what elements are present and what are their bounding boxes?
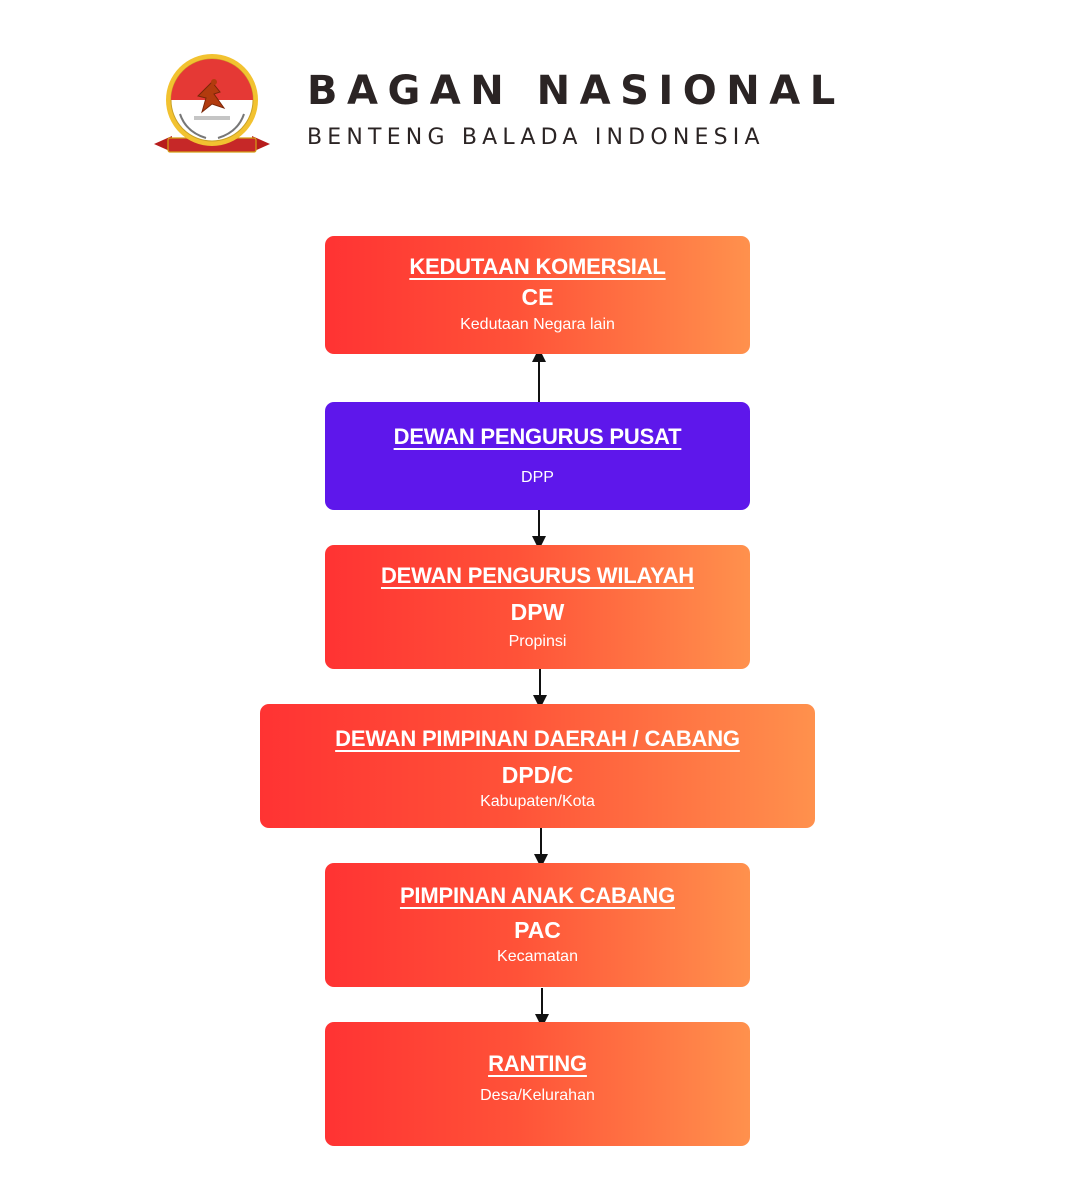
node-dewan-pimpinan-daerah-cabang [260,704,815,828]
page-title: BAGAN NASIONAL [307,68,845,114]
node-description: Kecamatan [497,948,578,965]
organization-logo [150,52,274,164]
node-description: Propinsi [508,633,567,650]
node-title: DEWAN PIMPINAN DAERAH / CABANG [335,726,740,751]
page-subtitle: BENTENG BALADA INDONESIA [307,125,765,150]
node-code: DPD/C [501,762,574,788]
node-code: DPW [510,599,565,625]
node-code: PAC [514,917,561,943]
node-dewan-pengurus-pusat [325,402,750,510]
node-description: Desa/Kelurahan [480,1087,595,1104]
node-description: Kabupaten/Kota [480,793,595,810]
node-ranting [325,1022,750,1146]
node-description: Kedutaan Negara lain [460,316,615,333]
node-title: DEWAN PENGURUS PUSAT [393,424,682,449]
node-dewan-pengurus-wilayah [325,545,750,669]
node-title: KEDUTAAN KOMERSIAL [409,254,666,279]
node-title: DEWAN PENGURUS WILAYAH [380,563,694,588]
node-title: PIMPINAN ANAK CABANG [399,883,676,908]
node-description: DPP [521,469,554,486]
node-code: CE [521,284,554,310]
node-title: RANTING [488,1051,587,1076]
node-pimpinan-anak-cabang [325,863,750,987]
node-kedutaan-komersial [325,236,750,354]
